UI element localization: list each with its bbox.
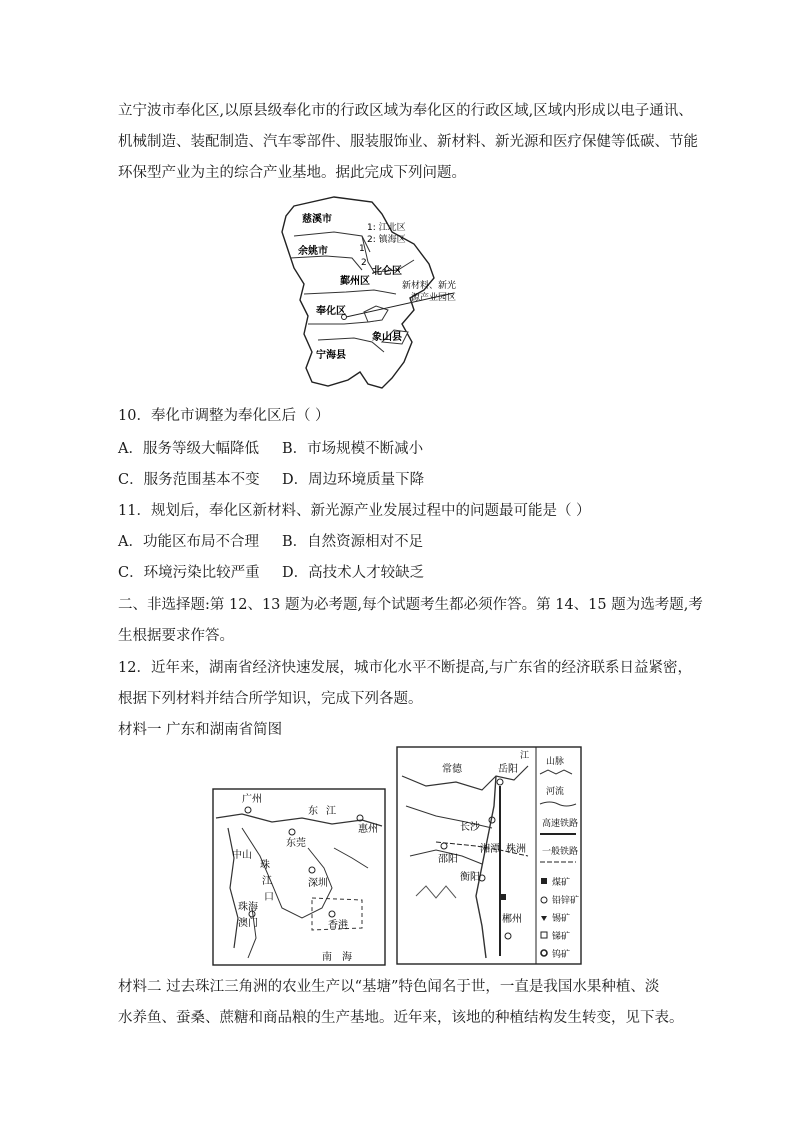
- guangdong-map: [212, 788, 386, 966]
- label-hai: 海: [342, 952, 352, 963]
- legend-mountain: 山脉: [546, 757, 565, 767]
- label-num1: 1: [359, 244, 365, 254]
- legend-w-symbol: [541, 950, 547, 956]
- ningbo-map: [264, 192, 468, 394]
- label-ninghai: 宁海县: [316, 350, 346, 361]
- intro-line-2: 机械制造、装配制造、汽车零部件、服装服饰业、新材料、新光源和医疗保健等低碳、节能: [118, 134, 698, 150]
- label-jiang2: 江: [262, 876, 272, 887]
- label-xiangtan: 湘潭: [480, 844, 500, 855]
- q11-option-a: A．功能区布局不合理: [118, 534, 259, 550]
- q11-option-c: C．环境污染比较严重: [118, 565, 260, 581]
- label-fenghua: 奉化区: [316, 306, 346, 317]
- q12-line-1: 12．近年来，湖南省经济快速发展，城市化水平不断提高,与广东省的经济联系日益紧密，: [118, 660, 693, 676]
- material2-line-1: 材料二 过去珠江三角洲的农业生产以“基塘”特色闻名于世，一直是我国水果种植、淡: [118, 979, 660, 995]
- material2-line-2: 水养鱼、蚕桑、蔗糖和商品粮的生产基地。近年来，该地的种植结构发生转变，见下表。: [118, 1010, 684, 1026]
- label-hongkong: 香港: [328, 920, 348, 931]
- legend-rail: 一般铁路: [542, 847, 579, 857]
- label-xiangshan: 象山县: [372, 332, 402, 343]
- label-yuyao: 余姚市: [298, 246, 328, 257]
- label-yueyang: 岳阳: [498, 764, 518, 775]
- label-changsha: 长沙: [460, 822, 480, 833]
- label-park-1: 新材料、新光: [401, 281, 456, 291]
- label-kou: 口: [264, 892, 274, 903]
- legend-2: 2: 镇海区: [367, 235, 406, 245]
- legend-hsr: 高速铁路: [542, 819, 579, 829]
- section2-line-1: 二、非选择题:第 12、13 题为必考题,每个试题考生都必须作答。第 14、15 题为选考题,考: [118, 597, 703, 613]
- q12-line-2: 根据下列材料并结合所学知识，完成下列各题。: [118, 691, 423, 707]
- label-guangzhou: 广州: [242, 794, 262, 805]
- legend-pbzn: 铅锌矿: [552, 896, 580, 906]
- label-beilun: 北仑区: [372, 266, 402, 277]
- legend-1: 1: 江北区: [367, 223, 406, 233]
- label-yinzhou: 鄞州区: [340, 276, 370, 287]
- label-shenzhen: 深圳: [308, 878, 328, 889]
- hunan-map: [396, 746, 582, 965]
- legend-w: 钨矿: [552, 950, 571, 960]
- intro-line-3: 环保型产业为主的综合产业基地。据此完成下列问题。: [118, 165, 466, 181]
- label-zhuhai: 珠海: [238, 902, 258, 913]
- q10-option-a: A．服务等级大幅降低: [118, 441, 259, 457]
- label-hengyang: 衡阳: [460, 872, 480, 883]
- q10-option-b: B．市场规模不断减小: [282, 441, 424, 457]
- label-huizhou: 惠州: [358, 824, 378, 835]
- label-dongguan: 东莞: [286, 838, 306, 849]
- label-zhuzhou: 株洲: [506, 844, 526, 855]
- label-zhu: 珠: [260, 860, 270, 871]
- legend-river: 河流: [546, 787, 565, 797]
- legend-sb: 锑矿: [552, 932, 571, 942]
- q11-option-d: D．高技术人才较缺乏: [282, 565, 425, 581]
- label-shaoyang: 邵阳: [438, 854, 458, 865]
- label-park-2: 源产业园区: [410, 293, 456, 303]
- label-changde: 常德: [442, 764, 462, 775]
- q11-option-b: B．自然资源相对不足: [282, 534, 424, 550]
- legend-tin: 锡矿: [552, 914, 571, 924]
- label-chenzhou: 郴州: [502, 914, 522, 925]
- coal-mine-mark: [500, 894, 506, 900]
- label-jiang: 江: [520, 751, 530, 761]
- q10-option-c: C．服务范围基本不变: [118, 472, 260, 488]
- label-nan: 南: [322, 952, 332, 963]
- label-jiang: 江: [326, 806, 336, 817]
- q10-stem: 10．奉化市调整为奉化区后（ ）: [118, 408, 330, 424]
- legend-coal-symbol: [541, 878, 547, 884]
- material1-title: 材料一 广东和湖南省简图: [118, 722, 283, 738]
- section2-line-2: 生根据要求作答。: [118, 628, 234, 644]
- q11-stem: 11．规划后，奉化区新材料、新光源产业发展过程中的问题最可能是（ ）: [118, 503, 591, 519]
- label-num2: 2: [361, 258, 367, 268]
- label-zhongshan: 中山: [232, 850, 252, 861]
- label-dong: 东: [308, 806, 318, 817]
- label-cixi: 慈溪市: [302, 214, 332, 225]
- q10-option-d: D．周边环境质量下降: [282, 472, 425, 488]
- intro-line-1: 立宁波市奉化区,以原县级奉化市的行政区域为奉化区的行政区域,区域内形成以电子通讯、: [118, 103, 693, 119]
- label-macau: 澳门: [238, 918, 258, 929]
- legend-coal: 煤矿: [552, 878, 571, 888]
